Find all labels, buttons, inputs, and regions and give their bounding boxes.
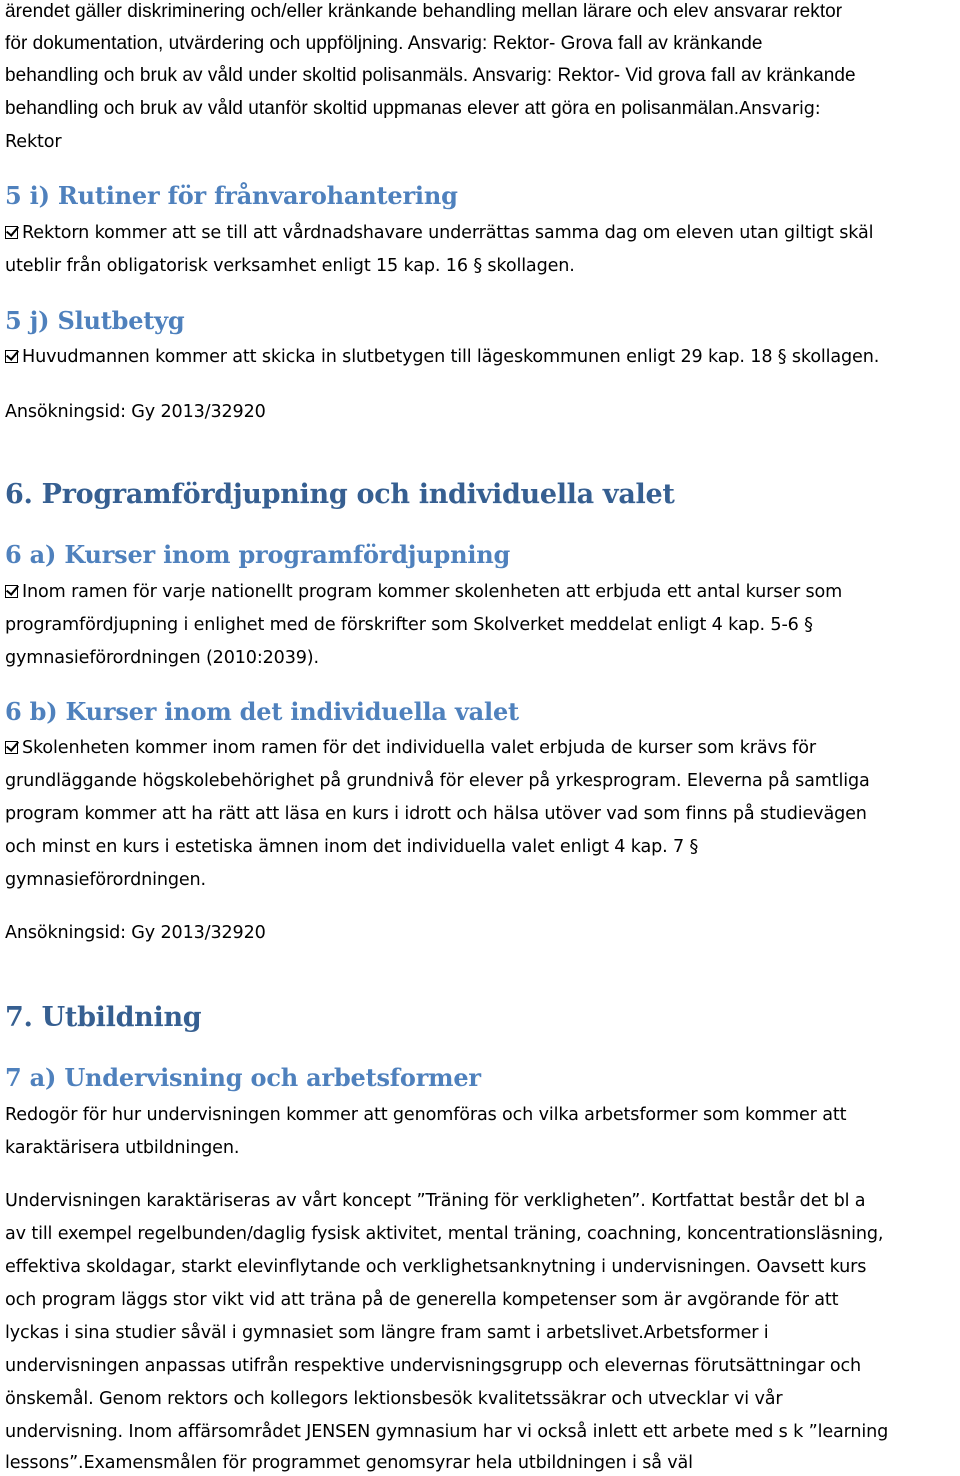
intro-line-1: ärendet gäller diskriminering och/eller kränkande behandling mellan lärare och elev ansvarar rektor — [5, 1, 843, 22]
s6a-line-2: programfördjupning i enlighet med de förskrifter som Skolverket meddelat enligt 4 kap. 5-6 § — [5, 615, 813, 635]
intro-line-4-tail: Ansvarig: — [739, 99, 821, 119]
s7a-line-1: Redogör för hur undervisningen kommer att genomföras och vilka arbetsformer som kommer att — [5, 1105, 847, 1125]
s5j-line-1 — [5, 345, 879, 369]
s6b-line-5: gymnasieförordningen. — [5, 870, 206, 890]
heading-7a: 7 a) Undervisning och arbetsformer — [5, 1063, 481, 1092]
s7-para-line-9: lessons”.Examensmålen för programmet genomsyrar hela utbildningen i så väl — [5, 1453, 693, 1473]
s6-application-id: Ansökningsid: Gy 2013/32920 — [5, 923, 266, 943]
s7-para-line-3: effektiva skoldagar, starkt elevinflytande och verklighetsanknytning i undervisningen. Oavsett kurs — [5, 1257, 867, 1277]
s7-para-line-2: av till exempel regelbunden/daglig fysisk aktivitet, mental träning, coachning, koncentrationsläsning, — [5, 1224, 884, 1244]
heading-6: 6. Programfördjupning och individuella valet — [5, 479, 675, 510]
s6b-line-3: program kommer att ha rätt att läsa en kurs i idrott och hälsa utöver vad som finns på studievägen — [5, 804, 867, 824]
s5j-application-id: Ansökningsid: Gy 2013/32920 — [5, 402, 266, 422]
checkbox-icon — [5, 741, 18, 754]
intro-line-3: behandling och bruk av våld under skoltid polisanmäls. Ansvarig: Rektor- Vid grova fall av kränkande — [5, 65, 856, 86]
s6a-line-1-text: Inom ramen för varje nationellt program kommer skolenheten att erbjuda ett antal kurser som — [22, 582, 843, 602]
s5i-line-1-text: Rektorn kommer att se till att vårdnadshavare underrättas samma dag om eleven utan giltigt skäl — [22, 223, 874, 243]
s7-para-line-8: undervisning. Inom affärsområdet JENSEN gymnasium har vi också inlett ett arbete med s k ”learning — [5, 1422, 889, 1442]
s6b-line-2: grundläggande högskolebehörighet på grundnivå för elever på yrkesprogram. Eleverna på samtliga — [5, 771, 870, 791]
s6b-line-1-text: Skolenheten kommer inom ramen för det individuella valet erbjuda de kurser som krävs för — [22, 738, 816, 758]
checkbox-icon — [5, 226, 18, 239]
heading-6b: 6 b) Kurser inom det individuella valet — [5, 697, 519, 726]
s7-para-line-5: lyckas i sina studier såväl i gymnasiet som längre fram samt i arbetslivet.Arbetsformer i — [5, 1323, 769, 1343]
heading-6a: 6 a) Kurser inom programfördjupning — [5, 540, 511, 569]
s6a-line-1 — [5, 580, 842, 604]
checkbox-icon — [5, 585, 18, 598]
s7-para-line-1: Undervisningen karaktäriseras av vårt koncept ”Träning för verkligheten”. Kortfattat består det bl a — [5, 1191, 866, 1211]
s6b-line-1 — [5, 736, 816, 760]
s7a-line-2: karaktärisera utbildningen. — [5, 1138, 240, 1158]
heading-7: 7. Utbildning — [5, 1002, 202, 1033]
checkbox-icon — [5, 350, 18, 363]
intro-line-4 — [5, 97, 821, 121]
s7-para-line-4: och program läggs stor vikt vid att träna på de generella kompetenser som är avgörande för att — [5, 1290, 839, 1310]
heading-5j: 5 j) Slutbetyg — [5, 306, 185, 335]
heading-5i: 5 i) Rutiner för frånvarohantering — [5, 181, 458, 210]
s6b-line-4: och minst en kurs i estetiska ämnen inom det individuella valet enligt 4 kap. 7 § — [5, 837, 699, 857]
s5i-line-1 — [5, 221, 873, 245]
s7-para-line-7: önskemål. Genom rektors och kollegors lektionsbesök kvalitetssäkrar och utvecklar vi vår — [5, 1389, 783, 1409]
s5j-line-1-text: Huvudmannen kommer att skicka in slutbetygen till lägeskommunen enligt 29 kap. 18 § skollagen. — [22, 347, 880, 367]
s5i-line-2: uteblir från obligatorisk verksamhet enligt 15 kap. 16 § skollagen. — [5, 256, 575, 276]
intro-line-5: Rektor — [5, 132, 62, 152]
intro-line-2: för dokumentation, utvärdering och uppföljning. Ansvarig: Rektor- Grova fall av kränkande — [5, 33, 763, 54]
intro-line-4-text: behandling och bruk av våld utanför skoltid uppmanas elever att göra en polisanmälan. — [5, 98, 740, 119]
s7-para-line-6: undervisningen anpassas utifrån respektive undervisningsgrupp och elevernas förutsättningar och — [5, 1356, 862, 1376]
s6a-line-3: gymnasieförordningen (2010:2039). — [5, 648, 319, 668]
